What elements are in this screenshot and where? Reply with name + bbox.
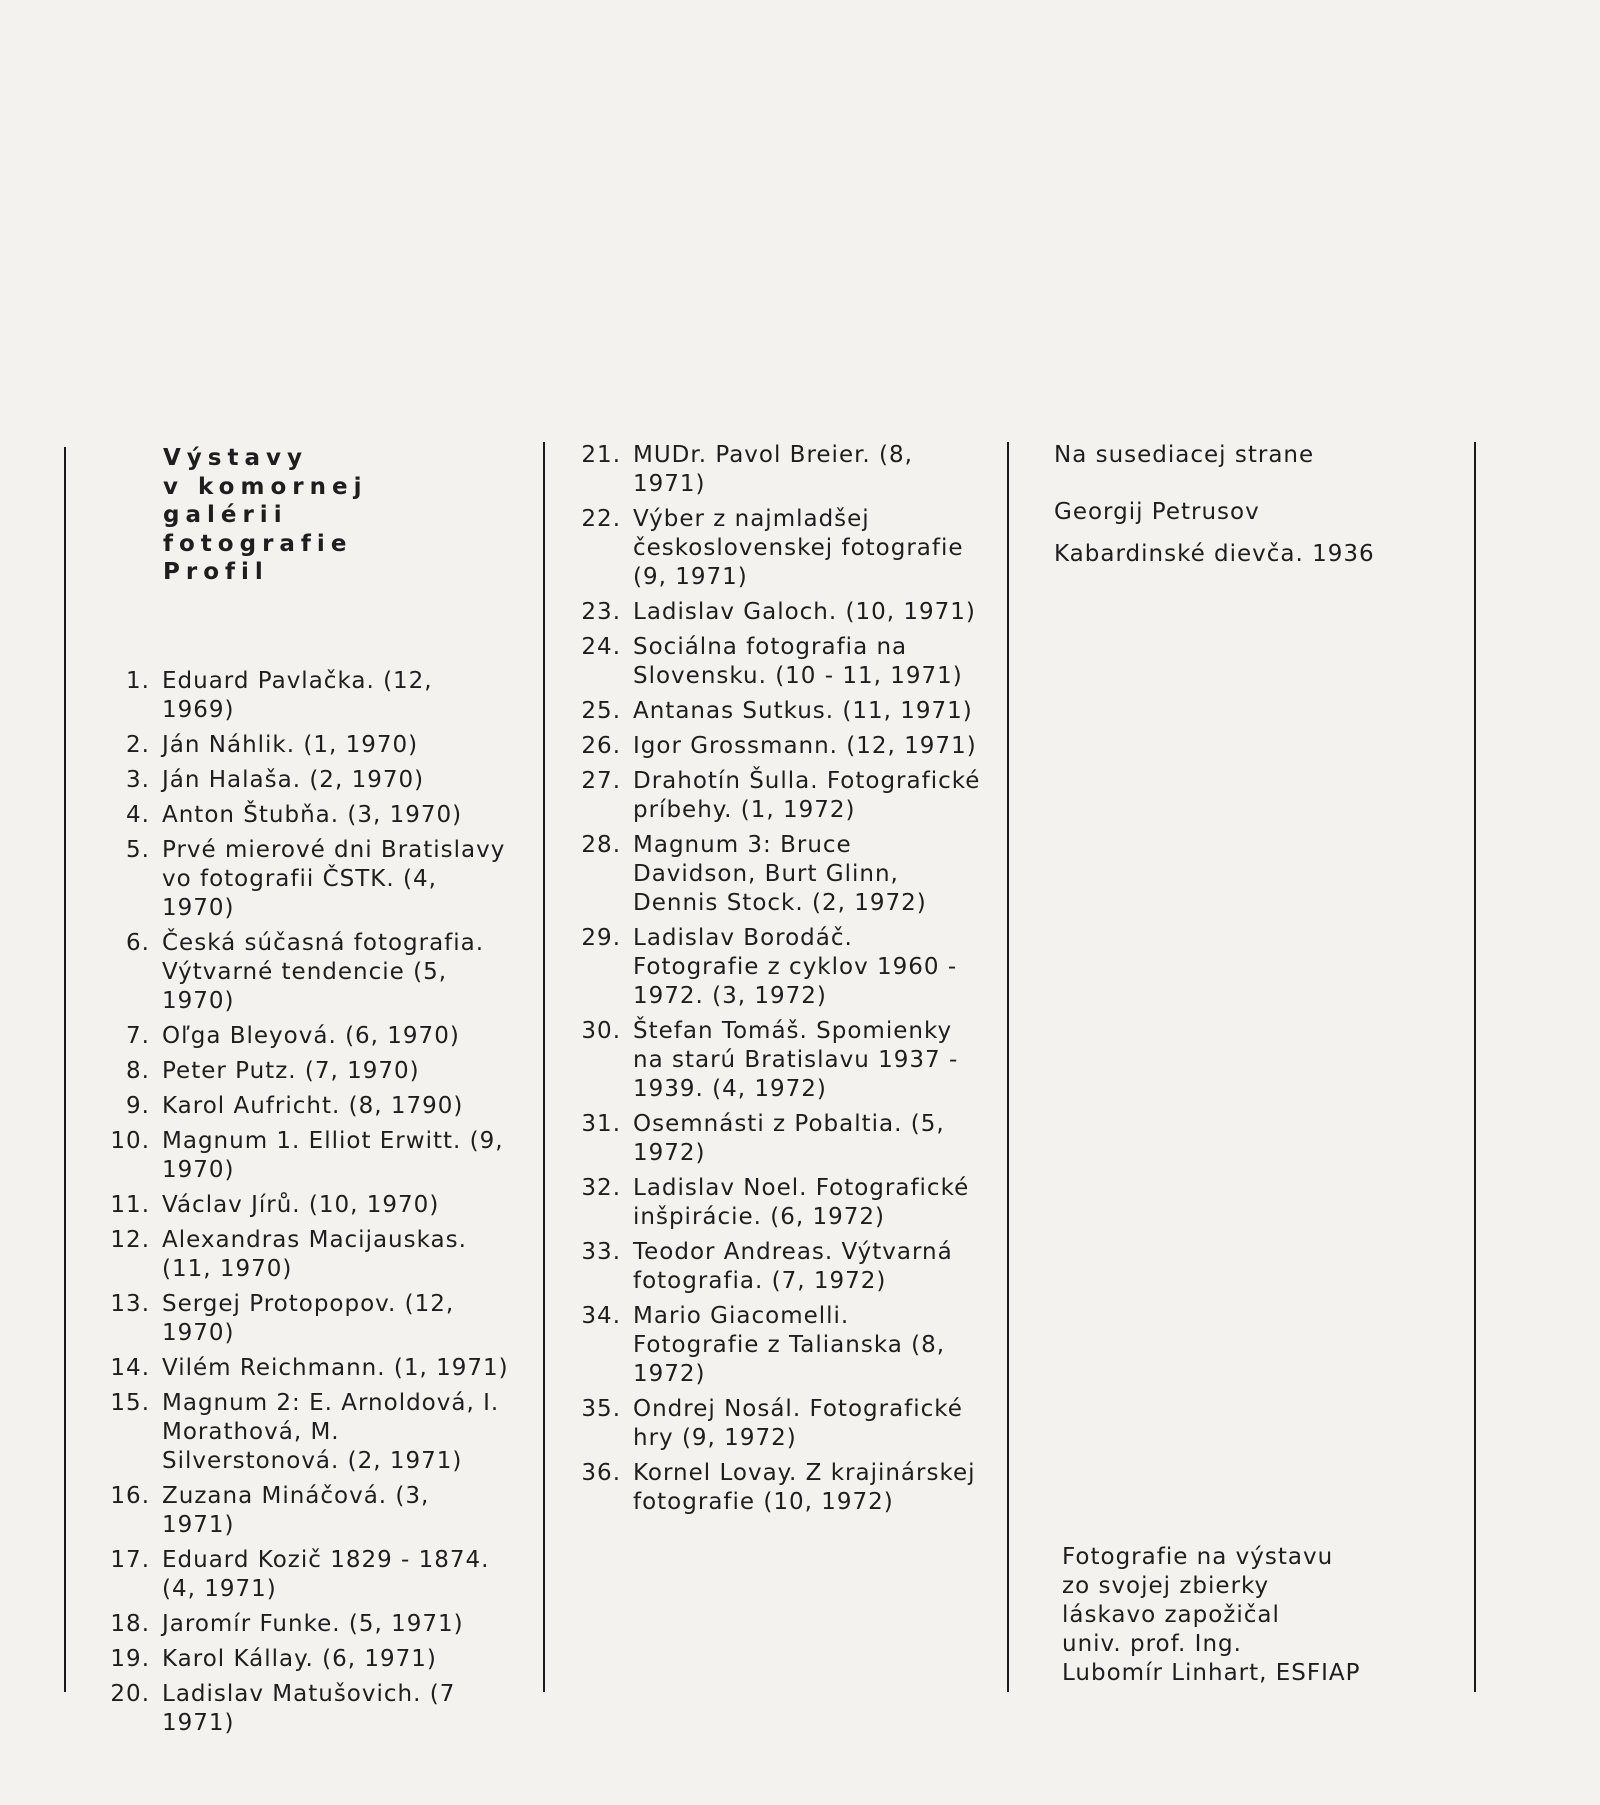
- exhibition-item: [581, 924, 981, 1011]
- exhibition-item: [110, 731, 510, 760]
- exhibition-list-2: [581, 441, 981, 1517]
- exhibition-number: 23.: [581, 599, 621, 625]
- loan-line-4: univ. prof. Ing.: [1062, 1631, 1242, 1657]
- exhibition-title: Eduard Pavlačka. (12, 1969): [162, 668, 433, 723]
- rule-right: [1474, 442, 1476, 1692]
- exhibition-title: Zuzana Mináčová. (3, 1971): [162, 1483, 430, 1538]
- exhibition-item: [110, 1191, 510, 1220]
- exhibition-number: 26.: [581, 733, 621, 759]
- exhibition-item: [110, 1092, 510, 1121]
- exhibition-item: [110, 667, 510, 725]
- exhibition-title: Oľga Bleyová. (6, 1970): [162, 1023, 460, 1049]
- exhibition-number: 12.: [110, 1227, 150, 1253]
- loan-line-3: láskavo zapožičal: [1062, 1602, 1280, 1628]
- exhibition-number: 1.: [126, 668, 150, 694]
- exhibition-number: 11.: [110, 1192, 150, 1218]
- exhibition-item: [110, 929, 510, 1016]
- exhibition-number: 25.: [581, 698, 621, 724]
- exhibition-title: Kornel Lovay. Z krajinárskej fotografie (10, 1972): [633, 1460, 976, 1515]
- caption-title: Kabardinské dievča. 1936: [1054, 541, 1375, 567]
- exhibition-title: MUDr. Pavol Breier. (8, 1971): [633, 442, 913, 497]
- rule-middle-1: [543, 442, 545, 1692]
- exhibition-number: 22.: [581, 506, 621, 532]
- exhibition-number: 2.: [126, 732, 150, 758]
- exhibition-number: 7.: [126, 1023, 150, 1049]
- exhibition-number: 14.: [110, 1355, 150, 1381]
- exhibition-number: 9.: [126, 1093, 150, 1119]
- exhibition-title: Magnum 2: E. Arnoldová, I. Morathová, M. Silverstonová. (2, 1971): [162, 1390, 500, 1474]
- exhibition-title: Anton Štubňa. (3, 1970): [162, 802, 463, 828]
- exhibition-number: 31.: [581, 1111, 621, 1137]
- exhibition-title: Štefan Tomáš. Spomienky na starú Bratislavu 1937 - 1939. (4, 1972): [633, 1018, 959, 1102]
- exhibition-number: 24.: [581, 634, 621, 660]
- heading: [163, 444, 367, 587]
- exhibition-number: 27.: [581, 768, 621, 794]
- exhibition-title: Alexandras Macijauskas. (11, 1970): [162, 1227, 467, 1282]
- heading-line-1: Výstavy: [163, 445, 308, 471]
- exhibition-title: Sociálna fotografia na Slovensku. (10 - 11, 1971): [633, 634, 963, 689]
- exhibition-item: [110, 1680, 510, 1738]
- exhibition-number: 5.: [126, 837, 150, 863]
- exhibition-item: [110, 766, 510, 795]
- exhibition-title: Česká súčasná fotografia. Výtvarné tendencie (5, 1970): [162, 930, 485, 1014]
- exhibition-item: [110, 1290, 510, 1348]
- exhibition-item: [110, 836, 510, 923]
- exhibition-item: [581, 633, 981, 691]
- exhibition-title: Ján Halaša. (2, 1970): [162, 767, 425, 793]
- exhibition-title: Ondrej Nosál. Fotografické hry (9, 1972): [633, 1396, 963, 1451]
- exhibition-number: 15.: [110, 1390, 150, 1416]
- exhibition-title: Prvé mierové dni Bratislavy vo fotografii ČSTK. (4, 1970): [162, 837, 506, 921]
- exhibition-title: Ladislav Galoch. (10, 1971): [633, 599, 976, 625]
- heading-line-2: v komornej: [163, 473, 368, 500]
- exhibition-title: Peter Putz. (7, 1970): [162, 1058, 420, 1084]
- exhibition-number: 28.: [581, 832, 621, 858]
- exhibition-title: Igor Grossmann. (12, 1971): [633, 733, 977, 759]
- exhibition-number: 21.: [581, 442, 621, 468]
- exhibition-item: [581, 697, 981, 726]
- exhibition-title: Vilém Reichmann. (1, 1971): [162, 1355, 509, 1381]
- exhibition-item: [581, 441, 981, 499]
- exhibition-title: Antanas Sutkus. (11, 1971): [633, 698, 973, 724]
- exhibition-title: Ladislav Borodáč. Fotografie z cyklov 1960 - 1972. (3, 1972): [633, 925, 958, 1009]
- loan-line-5: Lubomír Linhart, ESFIAP: [1062, 1660, 1361, 1686]
- exhibition-item: [581, 831, 981, 918]
- exhibition-item: [110, 1389, 510, 1476]
- exhibition-item: [110, 1482, 510, 1540]
- exhibition-number: 19.: [110, 1646, 150, 1672]
- rule-middle-2: [1007, 442, 1009, 1692]
- exhibition-number: 13.: [110, 1291, 150, 1317]
- loan-line-1: Fotografie na výstavu: [1062, 1544, 1334, 1570]
- loan-note: [1062, 1543, 1361, 1688]
- exhibition-item: [581, 1238, 981, 1296]
- exhibition-item: [581, 1110, 981, 1168]
- exhibition-item: [581, 732, 981, 761]
- exhibition-title: Výber z najmladšej československej fotografie (9, 1971): [633, 506, 964, 590]
- exhibition-title: Magnum 3: Bruce Davidson, Burt Glinn, Dennis Stock. (2, 1972): [633, 832, 927, 916]
- exhibition-title: Eduard Kozič 1829 - 1874. (4, 1971): [162, 1547, 490, 1602]
- exhibition-title: Teodor Andreas. Výtvarná fotografia. (7, 1972): [633, 1239, 953, 1294]
- exhibition-item: [110, 1354, 510, 1383]
- heading-line-4: fotografie: [163, 530, 353, 557]
- exhibition-number: 30.: [581, 1018, 621, 1044]
- exhibition-title: Václav Jírů. (10, 1970): [162, 1192, 440, 1218]
- exhibition-number: 18.: [110, 1611, 150, 1637]
- rule-left: [64, 447, 66, 1692]
- exhibition-title: Drahotín Šulla. Fotografické príbehy. (1, 1972): [633, 768, 981, 823]
- exhibition-list-1: [110, 667, 510, 1738]
- exhibition-number: 32.: [581, 1175, 621, 1201]
- exhibition-number: 16.: [110, 1483, 150, 1509]
- exhibition-number: 36.: [581, 1460, 621, 1486]
- exhibition-number: 17.: [110, 1547, 150, 1573]
- exhibition-item: [110, 1645, 510, 1674]
- heading-line-5: Profil: [163, 559, 269, 585]
- exhibition-title: Jaromír Funke. (5, 1971): [162, 1611, 464, 1637]
- exhibition-item: [110, 1610, 510, 1639]
- exhibition-item: [110, 1057, 510, 1086]
- exhibition-item: [581, 1174, 981, 1232]
- exhibition-item: [581, 505, 981, 592]
- photo-caption: [1054, 440, 1375, 569]
- exhibition-title: Karol Kállay. (6, 1971): [162, 1646, 437, 1672]
- exhibition-item: [581, 598, 981, 627]
- exhibition-number: 34.: [581, 1303, 621, 1329]
- exhibition-title: Osemnásti z Pobaltia. (5, 1972): [633, 1111, 945, 1166]
- exhibition-item: [110, 1226, 510, 1284]
- exhibition-number: 10.: [110, 1128, 150, 1154]
- exhibition-number: 29.: [581, 925, 621, 951]
- exhibition-item: [110, 1546, 510, 1604]
- exhibition-item: [110, 1127, 510, 1185]
- exhibition-number: 6.: [126, 930, 150, 956]
- exhibition-item: [581, 1395, 981, 1453]
- loan-line-2: zo svojej zbierky: [1062, 1573, 1270, 1599]
- exhibition-title: Sergej Protopopov. (12, 1970): [162, 1291, 455, 1346]
- exhibition-number: 33.: [581, 1239, 621, 1265]
- exhibition-title: Ladislav Noel. Fotografické inšpirácie. (6, 1972): [633, 1175, 970, 1230]
- exhibition-number: 8.: [126, 1058, 150, 1084]
- exhibition-title: Ladislav Matušovich. (7 1971): [162, 1681, 456, 1736]
- exhibition-item: [581, 1302, 981, 1389]
- exhibition-number: 3.: [126, 767, 150, 793]
- exhibition-title: Magnum 1. Elliot Erwitt. (9, 1970): [162, 1128, 504, 1183]
- exhibition-title: Ján Náhlik. (1, 1970): [162, 732, 419, 758]
- exhibition-item: [110, 1022, 510, 1051]
- exhibition-number: 4.: [126, 802, 150, 828]
- caption-author: Georgij Petrusov: [1054, 499, 1260, 525]
- exhibition-number: 35.: [581, 1396, 621, 1422]
- exhibition-title: Karol Aufricht. (8, 1790): [162, 1093, 464, 1119]
- exhibition-item: [581, 1017, 981, 1104]
- exhibition-item: [581, 1459, 981, 1517]
- heading-line-3: galérii: [163, 502, 288, 528]
- exhibition-number: 20.: [110, 1681, 150, 1707]
- exhibition-item: [581, 767, 981, 825]
- exhibition-title: Mario Giacomelli. Fotografie z Talianska (8, 1972): [633, 1303, 946, 1387]
- caption-note: Na susediacej strane: [1054, 442, 1315, 468]
- exhibition-item: [110, 801, 510, 830]
